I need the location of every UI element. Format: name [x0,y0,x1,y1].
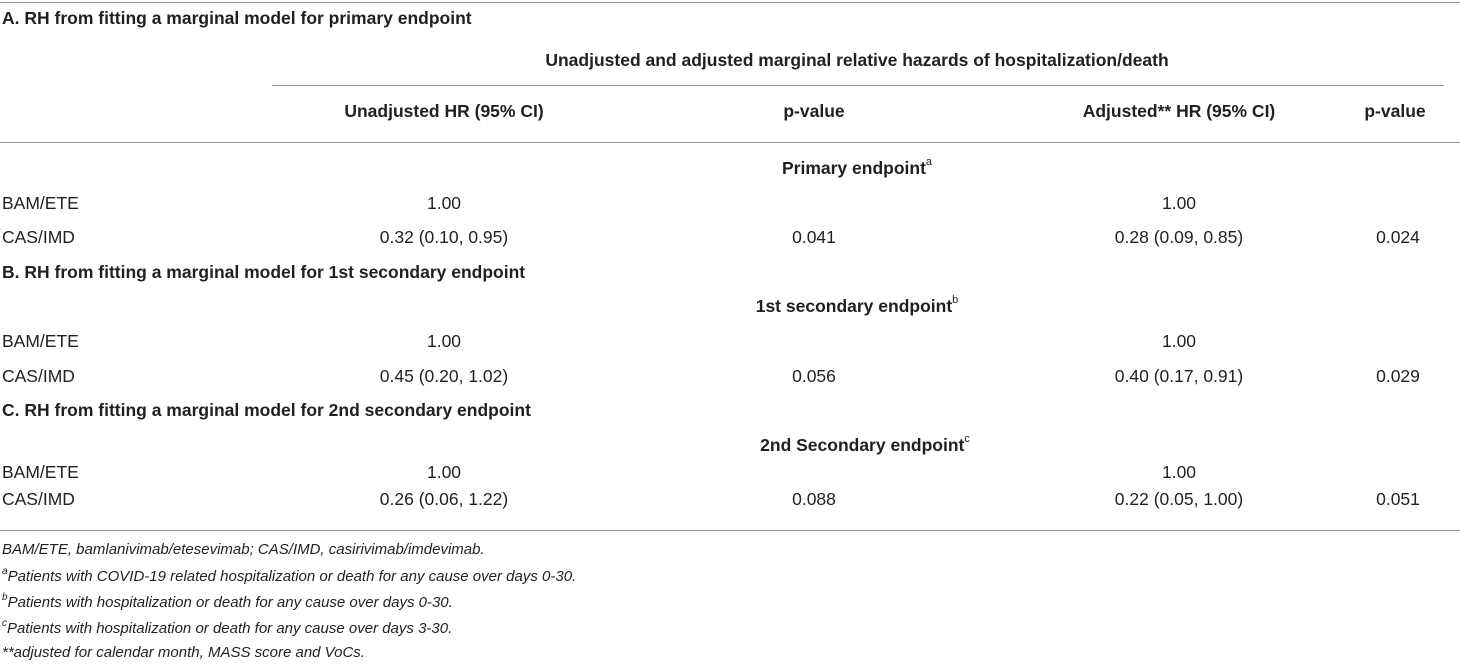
cell-adjusted-hr: 1.00 [1161,193,1197,213]
cell-adjusted-hr: 1.00 [1161,331,1197,351]
column-header-adjusted-p: p-value [1364,101,1426,121]
footnote-c: $^c$Patients with hospitalization or death for any cause over days 3-30. [2,618,453,637]
cell-adjusted-p: 0.024 [1376,227,1420,247]
cell-unadjusted-hr: 1.00 [426,331,462,351]
section-title-c: C. RH from fitting a marginal model for 2nd secondary endpoint [2,400,531,420]
footnote-b: $^b$Patients with hospitalization or death for any cause over days 0-30. [2,592,453,611]
endpoint-primary: Primary endpoint$^a$ [781,156,933,178]
footnote-adjusted: **adjusted for calendar month, MASS score and VoCs. [2,644,365,661]
column-header-adjusted-hr: Adjusted** HR (95% CI) [1082,101,1276,121]
column-header-unadjusted-p: p-value [783,101,845,121]
cell-unadjusted-p: 0.056 [792,366,836,386]
section-title-a: A. RH from fitting a marginal model for primary endpoint [2,8,472,28]
cell-adjusted-hr: 1.00 [1161,462,1197,482]
section-title-b: B. RH from fitting a marginal model for 1st secondary endpoint [2,262,526,282]
bottom-rule [0,530,1460,531]
row-label-bam-ete: BAM/ETE [2,193,79,213]
column-header-unadjusted-hr: Unadjusted HR (95% CI) [344,101,544,121]
cell-adjusted-hr: 0.28 (0.09, 0.85) [1114,227,1244,247]
footnote-abbreviations: BAM/ETE, bamlanivimab/etesevimab; CAS/IMD, casirivimab/imdevimab. [2,541,485,558]
cell-unadjusted-hr: 0.45 (0.20, 1.02) [379,366,509,386]
cell-unadjusted-hr: 1.00 [426,193,462,213]
cell-adjusted-p: 0.029 [1376,366,1420,386]
endpoint-1st-secondary: 1st secondary endpoint$^b$ [755,294,959,316]
cell-adjusted-hr: 0.40 (0.17, 0.91) [1114,366,1244,386]
cell-unadjusted-p: 0.041 [792,227,836,247]
cell-unadjusted-p: 0.088 [792,489,836,509]
top-rule [0,2,1460,3]
row-label-bam-ete: BAM/ETE [2,331,79,351]
footnote-a: $^a$Patients with COVID-19 related hospitalization or death for any cause over days 0-30. [2,566,577,585]
cell-unadjusted-hr: 0.32 (0.10, 0.95) [379,227,509,247]
cell-unadjusted-hr: 1.00 [426,462,462,482]
cell-adjusted-hr: 0.22 (0.05, 1.00) [1114,489,1244,509]
cell-adjusted-p: 0.051 [1376,489,1420,509]
row-label-cas-imd: CAS/IMD [2,366,75,386]
row-label-cas-imd: CAS/IMD [2,489,75,509]
row-label-cas-imd: CAS/IMD [2,227,75,247]
group-header: Unadjusted and adjusted marginal relative hazards of hospitalization/death [545,50,1169,70]
cell-unadjusted-hr: 0.26 (0.06, 1.22) [379,489,509,509]
endpoint-2nd-secondary: 2nd Secondary endpoint$^c$ [760,433,970,455]
row-label-bam-ete: BAM/ETE [2,462,79,482]
group-header-rule [272,85,1444,86]
column-header-rule [0,142,1460,143]
